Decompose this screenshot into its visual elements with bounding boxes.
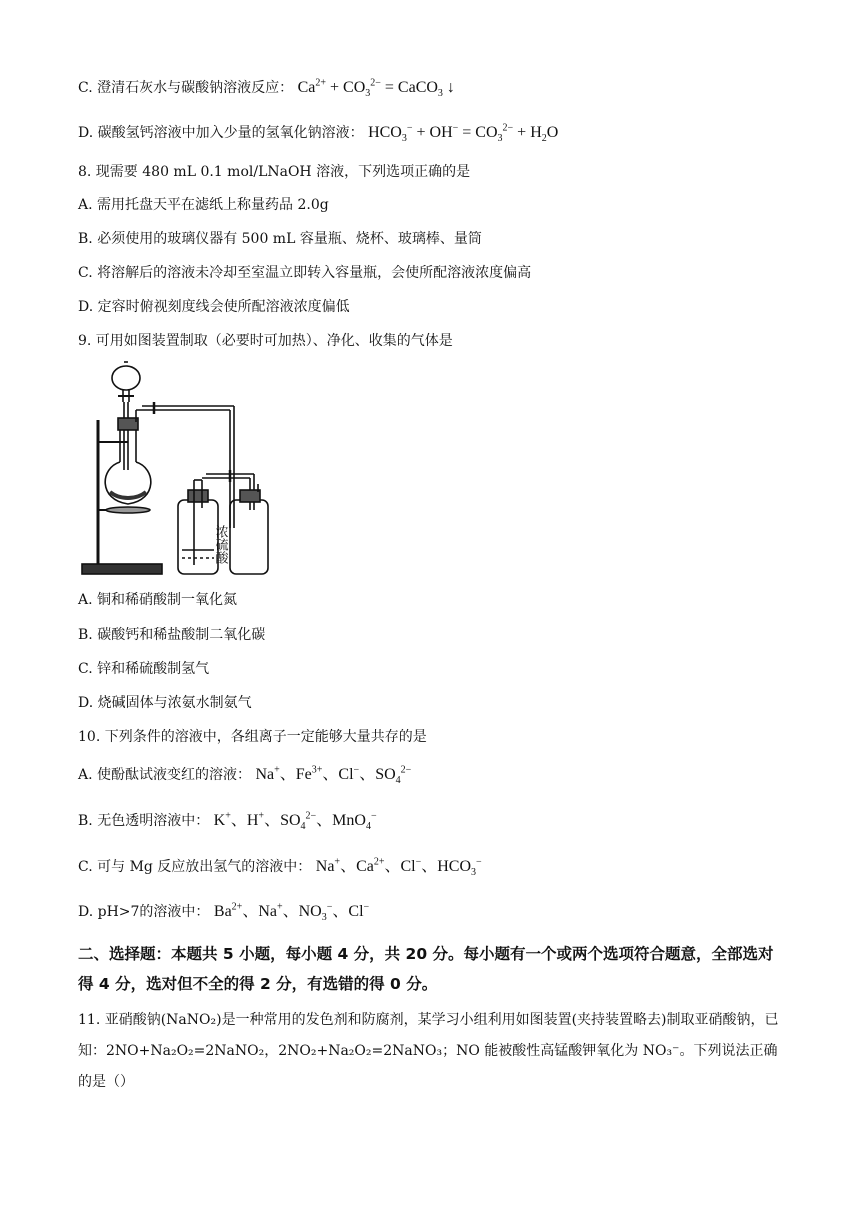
q10-option-c-label: C. 可与 Mg 反应放出氢气的溶液中：: [78, 859, 312, 875]
stand-base: [82, 564, 162, 574]
q7-option-c-equation: $Ca^{2+} + CO_3^{2-}$ = CaCO$_3$ ↓: [297, 77, 455, 100]
q11-text: 11. 亚硝酸钠(NaNO₂)是一种常用的发色剂和防腐剂，某学习小组利用如图装置(夹持装置略去)制取亚硝酸钠，已知：2NO+Na₂O₂=2NaNO₂，2NO₂+Na₂O₂=2NaNO₃；NO 能被酸性高锰酸钾氧化为 NO₃⁻。下列说法正确的是（）: [78, 1012, 779, 1090]
q9-option-a: A. 铜和稀硝酸制一氧化氮: [78, 592, 238, 608]
q10-option-b-label: B. 无色透明溶液中：: [78, 813, 210, 829]
gas-apparatus-figure: [80, 360, 280, 580]
q7-option-d: [78, 123, 558, 143]
q10-option-b: [78, 811, 377, 831]
q8-option-b: B. 必须使用的玻璃仪器有 500 mL 容量瓶、烧杯、玻璃棒、量筒: [78, 231, 482, 247]
q9-option-d: D. 烧碱固体与浓氨水制氨气: [78, 695, 252, 711]
q10-option-d-ions: $Ba^{2+}$、Na+、$NO_3^-$、Cl−: [213, 901, 370, 924]
q7-option-d-equation: $HCO_3^- + OH^- = CO_3^{2-} + H_2O$: [368, 122, 559, 145]
q8-option-c: C. 将溶解后的溶液未冷却至室温立即转入容量瓶，会使所配溶液浓度偏高: [78, 265, 532, 281]
q9-option-c: C. 锌和稀硫酸制氢气: [78, 661, 210, 677]
q10-option-a-ions: Na+、$Fe^{3+}$、Cl−、$SO_4^{2-}$: [255, 764, 412, 787]
q8-option-d: D. 定容时俯视刻度线会使所配溶液浓度偏低: [78, 299, 350, 315]
q8-stem: 8. 现需要 480 mL 0.1 mol/LNaOH 溶液，下列选项正确的是: [78, 164, 471, 180]
q7-option-c-label: C. 澄清石灰水与碳酸钠溶液反应：: [78, 80, 294, 96]
q10-option-d: [78, 902, 369, 922]
q7-option-c: [78, 78, 455, 98]
q10-option-c: [78, 857, 482, 877]
q10-option-a-label: A. 使酚酞试液变红的溶液：: [78, 767, 252, 783]
q10-option-c-ions: Na+、$Ca^{2+}$、Cl−、$HCO_3^-$: [315, 856, 482, 879]
figure-label-concentrated-sulfuric-acid: 浓硫酸: [212, 525, 228, 564]
q9-option-b: B. 碳酸钙和稀盐酸制二氧化碳: [78, 627, 266, 643]
section-2-heading: 二、选择题：本题共 5 小题，每小题 4 分，共 20 分。每小题有一个或两个选项符合题意，全部选对得 4 分，选对但不全的得 2 分，有选错的得 0 分。: [78, 945, 774, 993]
q9-stem: 9. 可用如图装置制取（必要时可加热）、净化、收集的气体是: [78, 333, 453, 349]
q10-option-d-label: D. pH>7的溶液中：: [78, 904, 210, 920]
q10-stem: 10. 下列条件的溶液中，各组离子一定能够大量共存的是: [78, 729, 427, 745]
q10-option-b-ions: K+、H+、$SO_4^{2-}$、MnO$_4$−: [213, 810, 377, 833]
q10-option-a: [78, 765, 411, 785]
q7-option-d-label: D. 碳酸氢钙溶液中加入少量的氢氧化钠溶液：: [78, 125, 364, 141]
q8-option-a: A. 需用托盘天平在滤纸上称量药品 2.0g: [78, 197, 329, 213]
